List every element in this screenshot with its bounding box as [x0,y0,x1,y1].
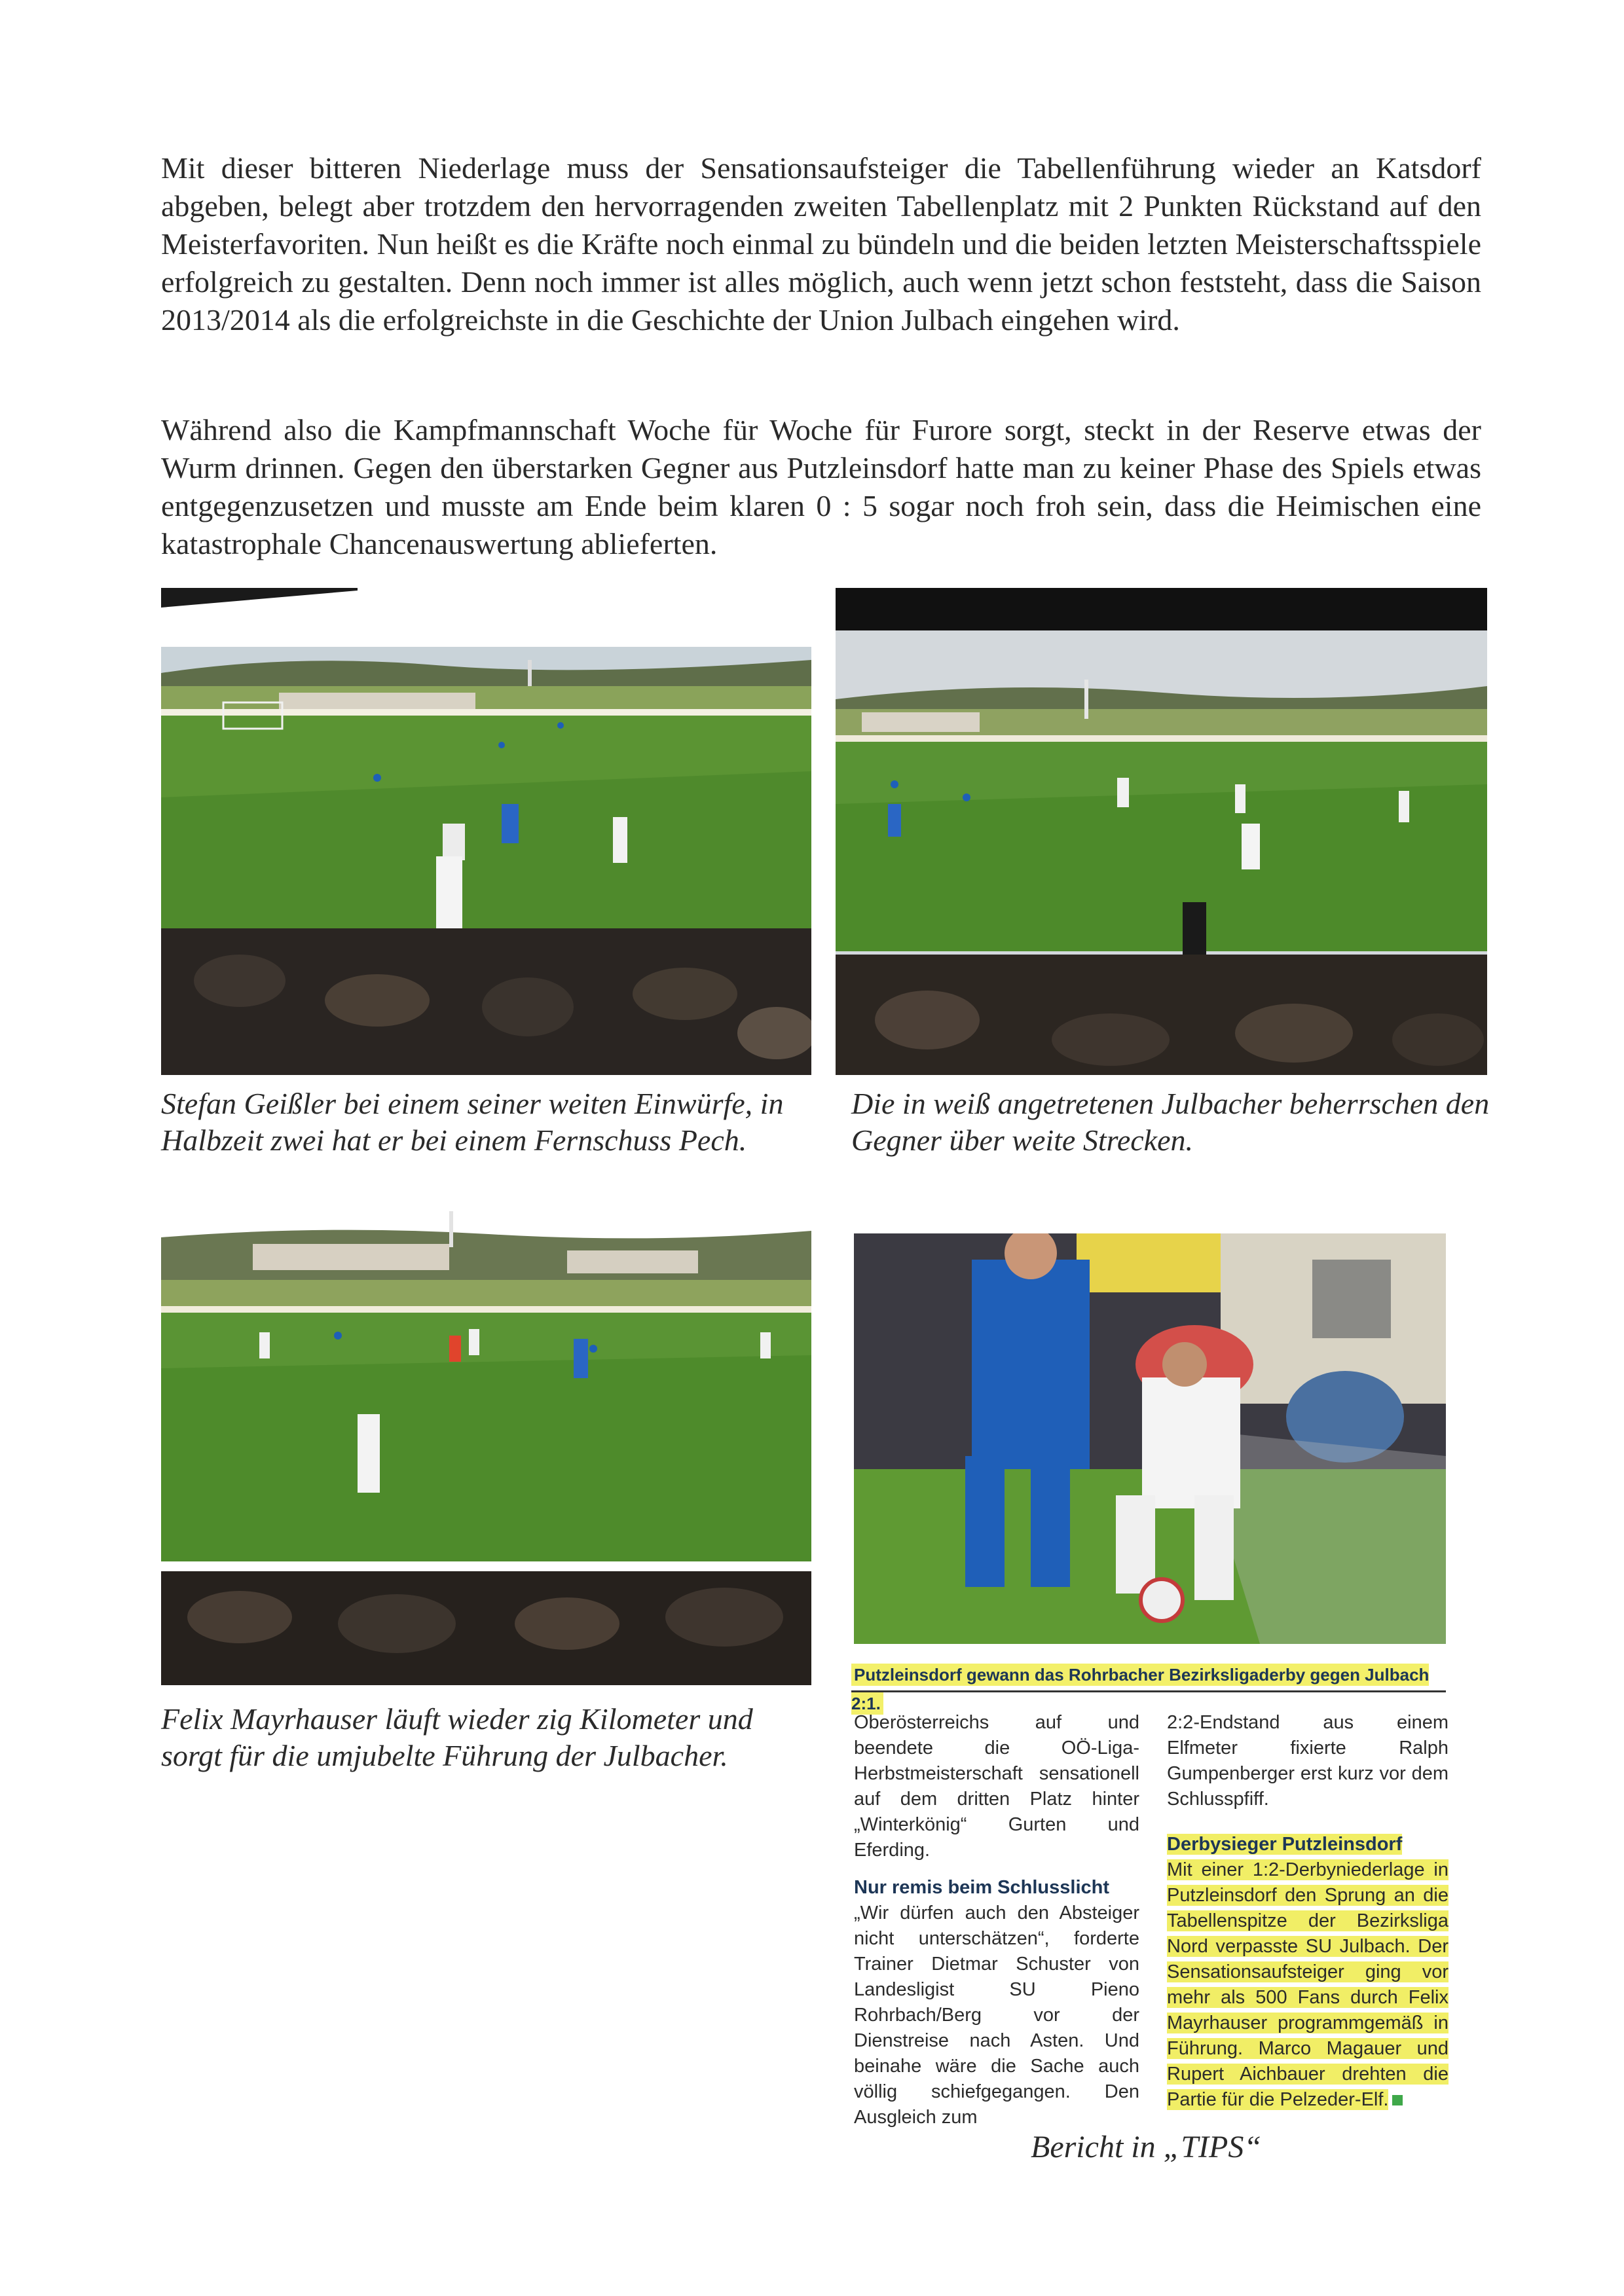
caption-photo-2: Die in weiß angetretenen Julbacher beherrschen den Gegner über weite Strecken. [851,1087,1490,1157]
newspaper-column-1 [854,1710,1139,2130]
photo-felix-mayrhauser [161,1198,811,1685]
newspaper-col2-heading [1167,1832,1449,1857]
article-end-square-icon [1392,2095,1403,2105]
photo-white-team [836,588,1487,1075]
newspaper-column-2 [1167,1710,1449,2113]
newspaper-col2-heading-text: Derbysieger Putzleinsdorf [1167,1834,1403,1855]
newspaper-divider [851,1690,1446,1692]
newspaper-col2-body: Mit einer 1:2-Derbyniederlage in Putzleinsdorf den Sprung an die Tabellenspitze der Bezirksliga Nord verpasste SU Julbach. Der Sensationsaufsteiger ging vor mehr als 500 Fans durch Felix Mayrhauser programmgemäß in Führung. Marco Magauer und Rupert Aichbauer drehten die Partie für die Pelzeder-Elf. [1167,1859,1449,2110]
newspaper-photo-duel [854,1233,1446,1644]
newspaper-col1-body: „Wir dürfen auch den Absteiger nicht unterschätzen“, forderte Trainer Dietmar Schuster von Landesligist SU Pieno Rohrbach/Berg vor der Dienstreise nach Asten. Und beinahe wäre die Sache auch völlig schiefgegangen. Den Ausgleich zum [854,1903,1139,2128]
caption-photo-1: Stefan Geißler bei einem seiner weiten Einwürfe, in Halbzeit zwei hat er bei einem Fernschuss Pech. [161,1087,784,1157]
report-paragraph-1: Mit dieser bitteren Niederlage muss der Sensationsaufsteiger die Tabellenführung wieder an Katsdorf abgeben, belegt aber trotzdem den hervorragenden zweiten Tabellenplatz mit 2 Punkten Rückstand auf den Meisterfavoriten. Nun heißt es die Kräfte noch einmal zu bündeln und die beiden letzten Meisterschaftsspiele erfolgreich zu gestalten. Denn noch immer ist alles möglich, auch wenn jetzt schon feststeht, dass die Saison 2013/2014 als die erfolgreichste in die Geschichte der Union Julbach eingehen wird. [161,151,1481,337]
newspaper-photo-caption [851,1660,1445,1713]
newspaper-col1-intro: Oberösterreichs auf und beendete die OÖ-Liga-Herbstmeisterschaft sensationell auf dem dritten Platz hinter „Winterkönig“ Gurten und Eferding. [854,1712,1139,1861]
photo-throw-in [161,588,811,1075]
caption-photo-3: Felix Mayrhauser läuft wieder zig Kilometer und sorgt für die umjubelte Führung der Julbacher. [161,1702,753,1772]
report-paragraph-2: Während also die Kampfmannschaft Woche für Woche für Furore sorgt, steckt in der Reserve etwas der Wurm drinnen. Gegen den überstarken Gegner aus Putzleinsdorf hatte man zu keiner Phase des Spiels etwas entgegenzusetzen und musste am Ende beim klaren 0 : 5 sogar noch froh sein, dass die Heimischen eine katastrophale Chancenauswertung ablieferten. [161,413,1481,560]
newspaper-photo-caption-text: Putzleinsdorf gewann das Rohrbacher Bezirksligaderby gegen Julbach 2:1. [851,1665,1430,1713]
newspaper-col1-heading: Nur remis beim Schlusslicht [854,1877,1110,1898]
source-note: Bericht in „TIPS“ [1031,2130,1262,2164]
newspaper-col2-intro: 2:2-Endstand aus einem Elfmeter fixierte Ralph Gumpenberger erst kurz vor dem Schlusspfiff. [1167,1712,1449,1810]
